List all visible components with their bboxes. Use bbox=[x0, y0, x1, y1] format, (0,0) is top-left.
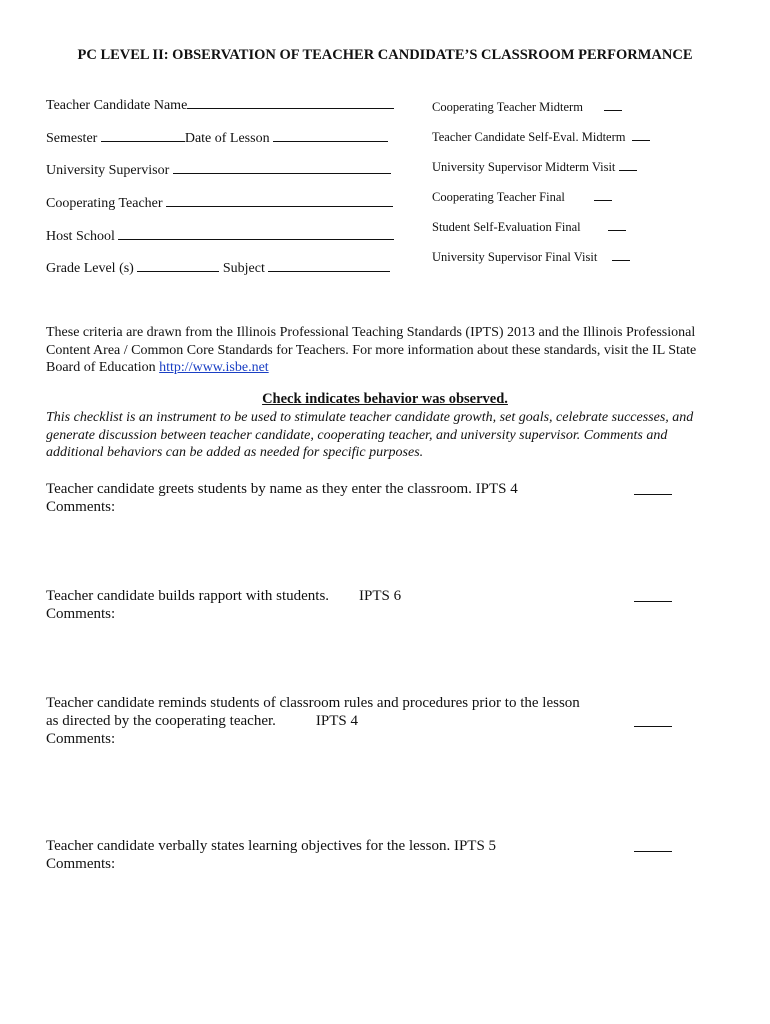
right-field-row bbox=[432, 158, 637, 175]
checklist-item bbox=[46, 480, 518, 516]
teacher-candidate-name-line[interactable] bbox=[187, 96, 394, 109]
teacher-candidate-name-field[interactable] bbox=[46, 96, 394, 114]
checklist-item bbox=[46, 694, 580, 748]
right-field-label: Cooperating Teacher Final bbox=[432, 190, 565, 204]
intro-text: These criteria are drawn from the Illinois Professional Teaching Standards (IPTS) 2013 and the Illinois Professional Content Area / Common Core Standards for Teachers. For more information about these standards, visit the IL State Board of Education bbox=[46, 325, 697, 375]
right-field-line[interactable] bbox=[608, 218, 626, 231]
check-blank[interactable] bbox=[634, 601, 672, 602]
ipts-label: IPTS 4 bbox=[315, 713, 358, 729]
item-text-continued: as directed by the cooperating teacher. bbox=[46, 713, 276, 729]
grade-subject-row bbox=[46, 259, 390, 277]
comments-label: Comments: bbox=[46, 606, 116, 622]
semester-date-row bbox=[46, 129, 388, 147]
intro-paragraph bbox=[46, 324, 706, 377]
right-field-label: University Supervisor Final Visit bbox=[432, 250, 598, 264]
right-field-line[interactable] bbox=[619, 158, 637, 171]
cooperating-teacher-line[interactable] bbox=[166, 194, 393, 207]
university-supervisor-field[interactable] bbox=[46, 161, 391, 179]
check-blank[interactable] bbox=[634, 726, 672, 727]
host-school-label: Host School bbox=[46, 229, 115, 244]
page-title: PC LEVEL II: OBSERVATION OF TEACHER CANDIDATE’S CLASSROOM PERFORMANCE bbox=[77, 47, 693, 63]
grade-level-line[interactable] bbox=[137, 259, 219, 272]
subject-label: Subject bbox=[222, 261, 265, 276]
checklist-note: This checklist is an instrument to be used to stimulate teacher candidate growth, set goals, celebrate successes, and generate discussion between teacher candidate, cooperating teacher, and university supervisor. Comments and additional behaviors can be added as needed for specific purposes. bbox=[46, 410, 694, 460]
item-text: Teacher candidate greets students by name as they enter the classroom. IPTS 4 bbox=[46, 481, 518, 497]
right-field-row bbox=[432, 218, 626, 235]
right-field-line[interactable] bbox=[612, 248, 630, 261]
right-field-label: Student Self-Evaluation Final bbox=[432, 220, 581, 234]
item-text: Teacher candidate builds rapport with students. bbox=[46, 588, 330, 604]
grade-level-label: Grade Level (s) bbox=[46, 261, 134, 276]
right-field-label: University Supervisor Midterm Visit bbox=[432, 160, 616, 174]
right-field-label: Teacher Candidate Self-Eval. Midterm bbox=[432, 130, 626, 144]
right-field-row bbox=[432, 128, 650, 145]
host-school-field[interactable] bbox=[46, 227, 394, 245]
subject-line[interactable] bbox=[268, 259, 390, 272]
comments-label: Comments: bbox=[46, 499, 116, 515]
right-field-row bbox=[432, 188, 612, 205]
right-field-row bbox=[432, 98, 622, 115]
isbe-link[interactable]: http://www.isbe.net bbox=[159, 360, 269, 375]
cooperating-teacher-field[interactable] bbox=[46, 194, 393, 212]
date-of-lesson-line[interactable] bbox=[273, 129, 388, 142]
cooperating-teacher-label: Cooperating Teacher bbox=[46, 196, 163, 211]
semester-line[interactable] bbox=[101, 129, 185, 142]
comments-label: Comments: bbox=[46, 731, 116, 747]
right-field-label: Cooperating Teacher Midterm bbox=[432, 100, 583, 114]
ipts-label: IPTS 6 bbox=[359, 588, 402, 604]
checklist-item bbox=[46, 587, 401, 623]
semester-label: Semester bbox=[46, 131, 98, 146]
date-of-lesson-label: Date of Lesson bbox=[184, 131, 270, 146]
check-blank[interactable] bbox=[634, 851, 672, 852]
item-text: Teacher candidate reminds students of classroom rules and procedures prior to the lesson bbox=[46, 695, 580, 711]
right-field-row bbox=[432, 248, 630, 265]
comments-label: Comments: bbox=[46, 856, 116, 872]
university-supervisor-label: University Supervisor bbox=[46, 163, 170, 178]
university-supervisor-line[interactable] bbox=[173, 161, 391, 174]
checklist-item bbox=[46, 837, 496, 873]
right-field-line[interactable] bbox=[604, 98, 622, 111]
host-school-line[interactable] bbox=[118, 227, 394, 240]
check-blank[interactable] bbox=[634, 494, 672, 495]
right-field-line[interactable] bbox=[594, 188, 612, 201]
teacher-candidate-name-label: Teacher Candidate Name bbox=[46, 98, 188, 113]
item-text: Teacher candidate verbally states learning objectives for the lesson. IPTS 5 bbox=[46, 838, 497, 854]
right-field-line[interactable] bbox=[632, 128, 650, 141]
check-heading: Check indicates behavior was observed. bbox=[262, 391, 508, 407]
